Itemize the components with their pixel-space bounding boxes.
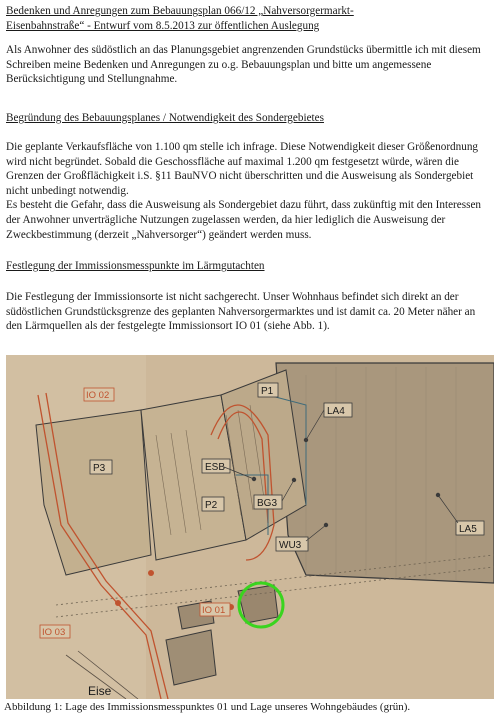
title-line-1: Bedenken und Anregungen zum Bebauungsplan 066/12 „Nahversorgermarkt- xyxy=(6,5,354,17)
p1-label: P1 xyxy=(261,386,274,397)
io03-label: IO 03 xyxy=(42,627,66,638)
figure-caption: Abbildung 1: Lage des Immissionsmesspunktes 01 und Lage unseres Wohngebäudes (grün). xyxy=(4,701,411,713)
wu3-label: WU3 xyxy=(279,540,302,551)
large-building-right xyxy=(276,363,494,583)
la5-label: LA5 xyxy=(459,524,477,535)
io03-point-icon xyxy=(115,600,121,606)
p2-label: P2 xyxy=(205,500,218,511)
io02-point-icon xyxy=(148,570,154,576)
section-1-body xyxy=(6,140,494,242)
bg3-label: BG3 xyxy=(257,498,278,509)
title-line-2: Eisenbahnstraße“ - Entwurf vom 8.5.2013 zur öffentlichen Auslegung xyxy=(6,19,320,32)
site-plan-drawing xyxy=(6,355,494,699)
document-title xyxy=(6,4,494,33)
street-name-label: Eise xyxy=(88,684,112,698)
site-plan-figure xyxy=(6,355,494,699)
p3-label: P3 xyxy=(93,463,106,474)
section-2-heading: Festlegung der Immissionsmesspunkte im Lärmgutachten xyxy=(6,260,265,272)
io01-label: IO 01 xyxy=(202,605,226,616)
section-2-paragraph: Die Festlegung der Immissionsorte ist nicht sachgerecht. Unser Wohnhaus befindet sich direkt an der südöstlichen Grundstücksgrenze des geplanten Nahversorgermarktes und ist damit ca. 20 Meter näher an den Lärmquellen als der festgelegte Immissionsort IO 01 (siehe Abb. 1). xyxy=(6,291,476,333)
building-south xyxy=(166,630,216,685)
io02-label: IO 02 xyxy=(86,390,110,401)
esb-label: ESB xyxy=(205,462,226,473)
la4-label: LA4 xyxy=(327,406,345,417)
section-1-paragraph-2: Es besteht die Gefahr, dass die Ausweisung als Sondergebiet dazu führt, dass zukünftig mit den Interessen der Anwohner unverträgliche Nutzungen zugelassen werden, da hier lediglich die Ausweisung der Zweckbestimmung (derzeit „Nahversorger“) geändert werden muss. xyxy=(6,199,482,241)
section-1-paragraph-1: Die geplante Verkaufsfläche von 1.100 qm stelle ich infrage. Diese Notwendigkeit dieser Größenordnung wird nicht begründet. Sobald die Geschossfläche auf maximal 1.200 qm festgesetzt würde, wären die Grenzen der Großflächigkeit i.S. §11 BauNVO nicht überschritten und die Ausweisung als Sondergebiet nicht unbedingt notwendig. xyxy=(6,141,479,197)
intro-paragraph: Als Anwohner des südöstlich an das Planungsgebiet angrenzenden Grundstücks übermittle ich mit diesem Schreiben meine Bedenken und Anregungen zu o.g. Bebauungsplan und bitte um angemessene Berücksichtigung und Stellungnahme. xyxy=(6,44,481,86)
section-1-heading: Begründung des Bebauungsplanes / Notwendigkeit des Sondergebietes xyxy=(6,112,324,124)
